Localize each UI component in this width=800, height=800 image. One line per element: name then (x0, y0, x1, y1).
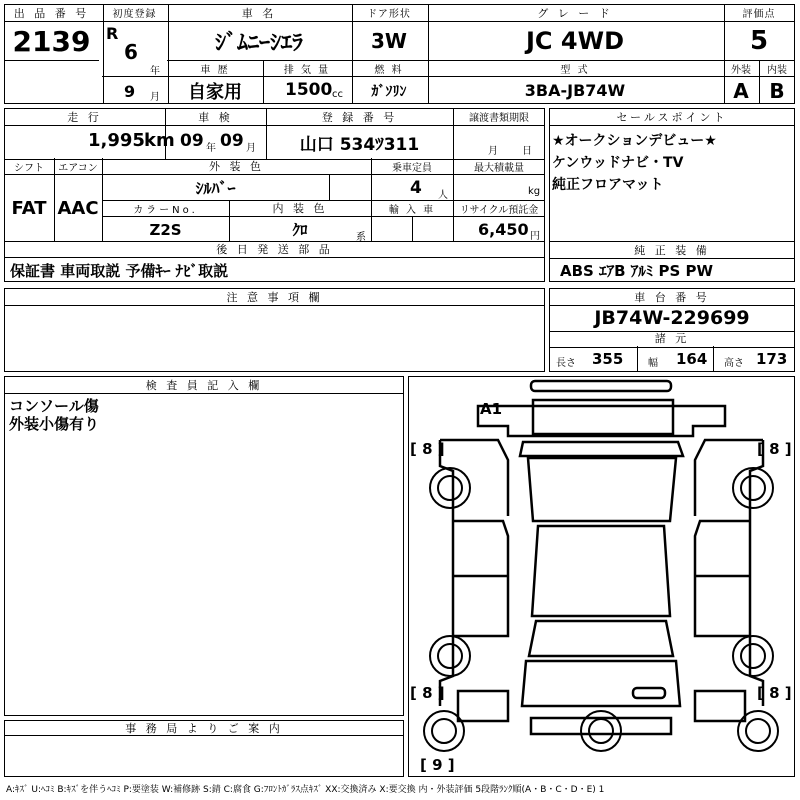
caution-label: 注 意 事 項 欄 (226, 290, 323, 304)
tire-rear-right-tread: [ 8 ] (757, 684, 792, 702)
exterior-grade: A (733, 78, 749, 103)
interior-color-unit: 系 (356, 232, 366, 243)
inspection-month: 09 (220, 131, 244, 151)
import-label: 輸 入 車 (388, 204, 436, 216)
mileage-label: 走 行 (67, 110, 102, 124)
transfer-label: 譲渡書類期限 (469, 113, 529, 124)
office-label: 事 務 局 よ り ご 案 内 (125, 721, 283, 735)
tire-front-left-tread: [ 8 ] (410, 440, 445, 458)
fuel-label: 燃 料 (374, 65, 404, 76)
inspector-note-2: 外装小傷有り (9, 415, 100, 433)
parts-label: 後 日 発 送 部 品 (216, 243, 333, 256)
sales-point-line-2: ケンウッドナビ・TV (552, 155, 684, 171)
tire-front-right-tread: [ 8 ] (757, 440, 792, 458)
score-label: 評価点 (742, 9, 776, 20)
height-value: 173 (756, 350, 788, 368)
grade-label: グ レ ー ド (537, 6, 613, 20)
era: R (106, 24, 119, 43)
width-label: 幅 (648, 358, 658, 369)
interior-color-label: 内 装 色 (272, 202, 328, 215)
interior-grade: B (769, 78, 785, 103)
fuel: ｶﾞｿﾘﾝ (371, 83, 407, 100)
payload-label: 最大積載量 (474, 162, 524, 174)
inspection-month-unit: 月 (246, 143, 256, 154)
color-number-label: カラーNo. (133, 204, 198, 216)
displacement-label: 排 気 量 (283, 65, 331, 76)
car-diagram (408, 376, 795, 777)
inspector-note-1: コンソール傷 (9, 397, 99, 415)
legend: A:ｷｽﾞ U:ﾍｺﾐ B:ｷｽﾞを伴うﾍｺﾐ P:要塗装 W:補修跡 S:錆 C:腐食 G:ﾌﾛﾝﾄｶﾞﾗｽ点ｷｽﾞ XX:交換済み X:要交換 内・外装評価 5段階ﾗﾝｸ順(A・B・C・D・E) 1 (6, 785, 605, 795)
length-value: 355 (592, 350, 624, 368)
sales-point-label: セールスポイント (616, 110, 728, 124)
exterior-color: ｼﾙﾊﾞｰ (195, 179, 236, 198)
first-registration-label: 初度登録 (112, 9, 157, 20)
color-number: Z2S (149, 220, 182, 239)
exterior-color-label: 外 装 色 (209, 160, 264, 173)
sales-point-line-3: 純正フロアマット (552, 177, 664, 193)
year-unit: 年 (150, 66, 160, 77)
equipment-list: ABS ｴｱB ｱﾙﾐ PS PW (560, 262, 714, 280)
specs-label: 諸 元 (654, 332, 690, 345)
history: 自家用 (188, 81, 242, 103)
registration-year: 6 (124, 40, 138, 64)
exterior-grade-label: 外装 (731, 65, 751, 76)
history-label: 車 歴 (200, 65, 230, 76)
sales-point-line-1: ★オークションデビュー★ (552, 133, 717, 149)
month-unit: 月 (150, 92, 160, 103)
height-label: 高さ (724, 358, 744, 369)
inspector-label: 検 査 員 記 入 欄 (145, 378, 263, 392)
inspection-year: 09 (180, 131, 204, 151)
shift: FAT (11, 198, 47, 219)
shift-label: シフト (14, 162, 44, 174)
recycle-fee: 6,450 (478, 220, 529, 239)
capacity: 4 (410, 178, 422, 198)
inspection-year-unit: 年 (206, 143, 216, 154)
length-label: 長さ (556, 358, 576, 369)
displacement: 1500 (285, 80, 333, 100)
model-code: 3BA-JB74W (524, 81, 626, 100)
recycle-unit: 円 (530, 231, 540, 242)
door-label: ドア形状 (367, 9, 411, 20)
capacity-label: 乗車定員 (392, 162, 432, 174)
mileage: 1,995 (88, 130, 145, 151)
spare-tire-tread: [ 9 ] (420, 756, 455, 774)
lot-number-label: 出 品 番 号 (13, 6, 90, 20)
width-value: 164 (676, 350, 708, 368)
equipment-label: 純 正 装 備 (634, 243, 710, 257)
tire-rear-left-tread: [ 8 ] (410, 684, 445, 702)
payload-unit: kg (528, 186, 541, 197)
ac-label: エアコン (58, 162, 98, 174)
transfer-day-unit: 日 (522, 146, 532, 157)
grade: JC 4WD (526, 27, 624, 55)
registration-month: 9 (124, 82, 136, 101)
mileage-unit: km (144, 130, 175, 151)
score: 5 (749, 26, 769, 56)
displacement-unit: cc (332, 89, 343, 100)
parts-list: 保証書 車両取説 予備ｷｰ ﾅﾋﾞ取説 (10, 262, 229, 280)
door-type: 3W (371, 29, 407, 53)
plate-number: 山口 534ﾂ311 (299, 134, 420, 155)
transfer-month-unit: 月 (488, 146, 498, 157)
recycle-label: リサイクル預託金 (459, 204, 539, 216)
car-name-label: 車 名 (241, 6, 277, 20)
capacity-unit: 人 (438, 190, 448, 201)
plate-label: 登 録 番 号 (321, 110, 398, 124)
inspection-label: 車 検 (198, 110, 233, 124)
model-label: 型 式 (560, 65, 590, 76)
interior-color: ｸﾛ (292, 221, 308, 239)
air-conditioner: AAC (57, 198, 99, 219)
interior-grade-label: 内装 (767, 65, 787, 76)
car-name: ｼﾞﾑﾆｰｼｴﾗ (214, 30, 303, 56)
damage-mark-a1: A1 (480, 400, 503, 418)
lot-number: 2139 (12, 24, 91, 58)
chassis-number: JB74W-229699 (594, 306, 750, 329)
chassis-label: 車 台 番 号 (634, 290, 710, 304)
